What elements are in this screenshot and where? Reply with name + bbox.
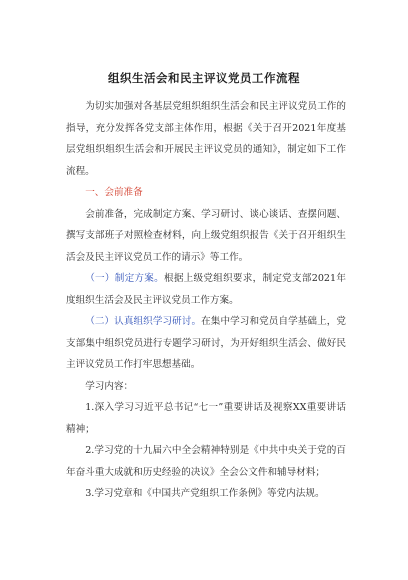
study-item: 3.学习党章和《中国共产党组织工作条例》等党内法规。 <box>85 488 325 499</box>
section-heading-preparation: 一、会前准备 <box>85 187 143 198</box>
item-label-plan: （一）制定方案。 <box>85 273 164 284</box>
item-paragraph-plan <box>66 268 346 311</box>
study-item: 2.学习党的十九届六中全会精神特别是《中共中央关于党的百年奋斗重大成就和历史经验的决议》全会公文件和辅导材料； <box>66 445 346 478</box>
study-heading: 学习内容： <box>85 380 134 392</box>
item-text-plan: 根据上级党组织要求，制定党支部2021年度组织生活会及民主评议党员工作方案。 <box>66 273 346 306</box>
item-label-study: （二）认真组织学习研讨。 <box>85 316 202 327</box>
intro-paragraph: 为切实加强对各基层党组织组织生活会和民主评议党员工作的指导，充分发挥各党支部主体作用，根据《关于召开2021年度基层党组织组织生活会和开展民主评议党员的通知》，制定如下工作流程。 <box>66 101 346 177</box>
item-text-study: 在集中学习和党员自学基础上，党支部集中组织党员进行专题学习研讨，为开好组织生活会、做好民主评议党员工作打牢思想基础。 <box>66 316 347 370</box>
item-paragraph-study <box>66 311 346 376</box>
study-item: 1.深入学习习近平总书记“七一”重要讲话及视察XX重要讲话精神； <box>66 402 346 435</box>
section-paragraph-preparation: 会前准备，完成制定方案、学习研讨、谈心谈话、查摆问题、撰写支部班子对照检查材料，向上级党组织报告《关于召开组织生活会及民主评议党员工作的请示》等工作。 <box>66 208 346 263</box>
document-body <box>66 96 346 505</box>
document-title: 组织生活会和民主评议党员工作流程 <box>108 71 300 85</box>
